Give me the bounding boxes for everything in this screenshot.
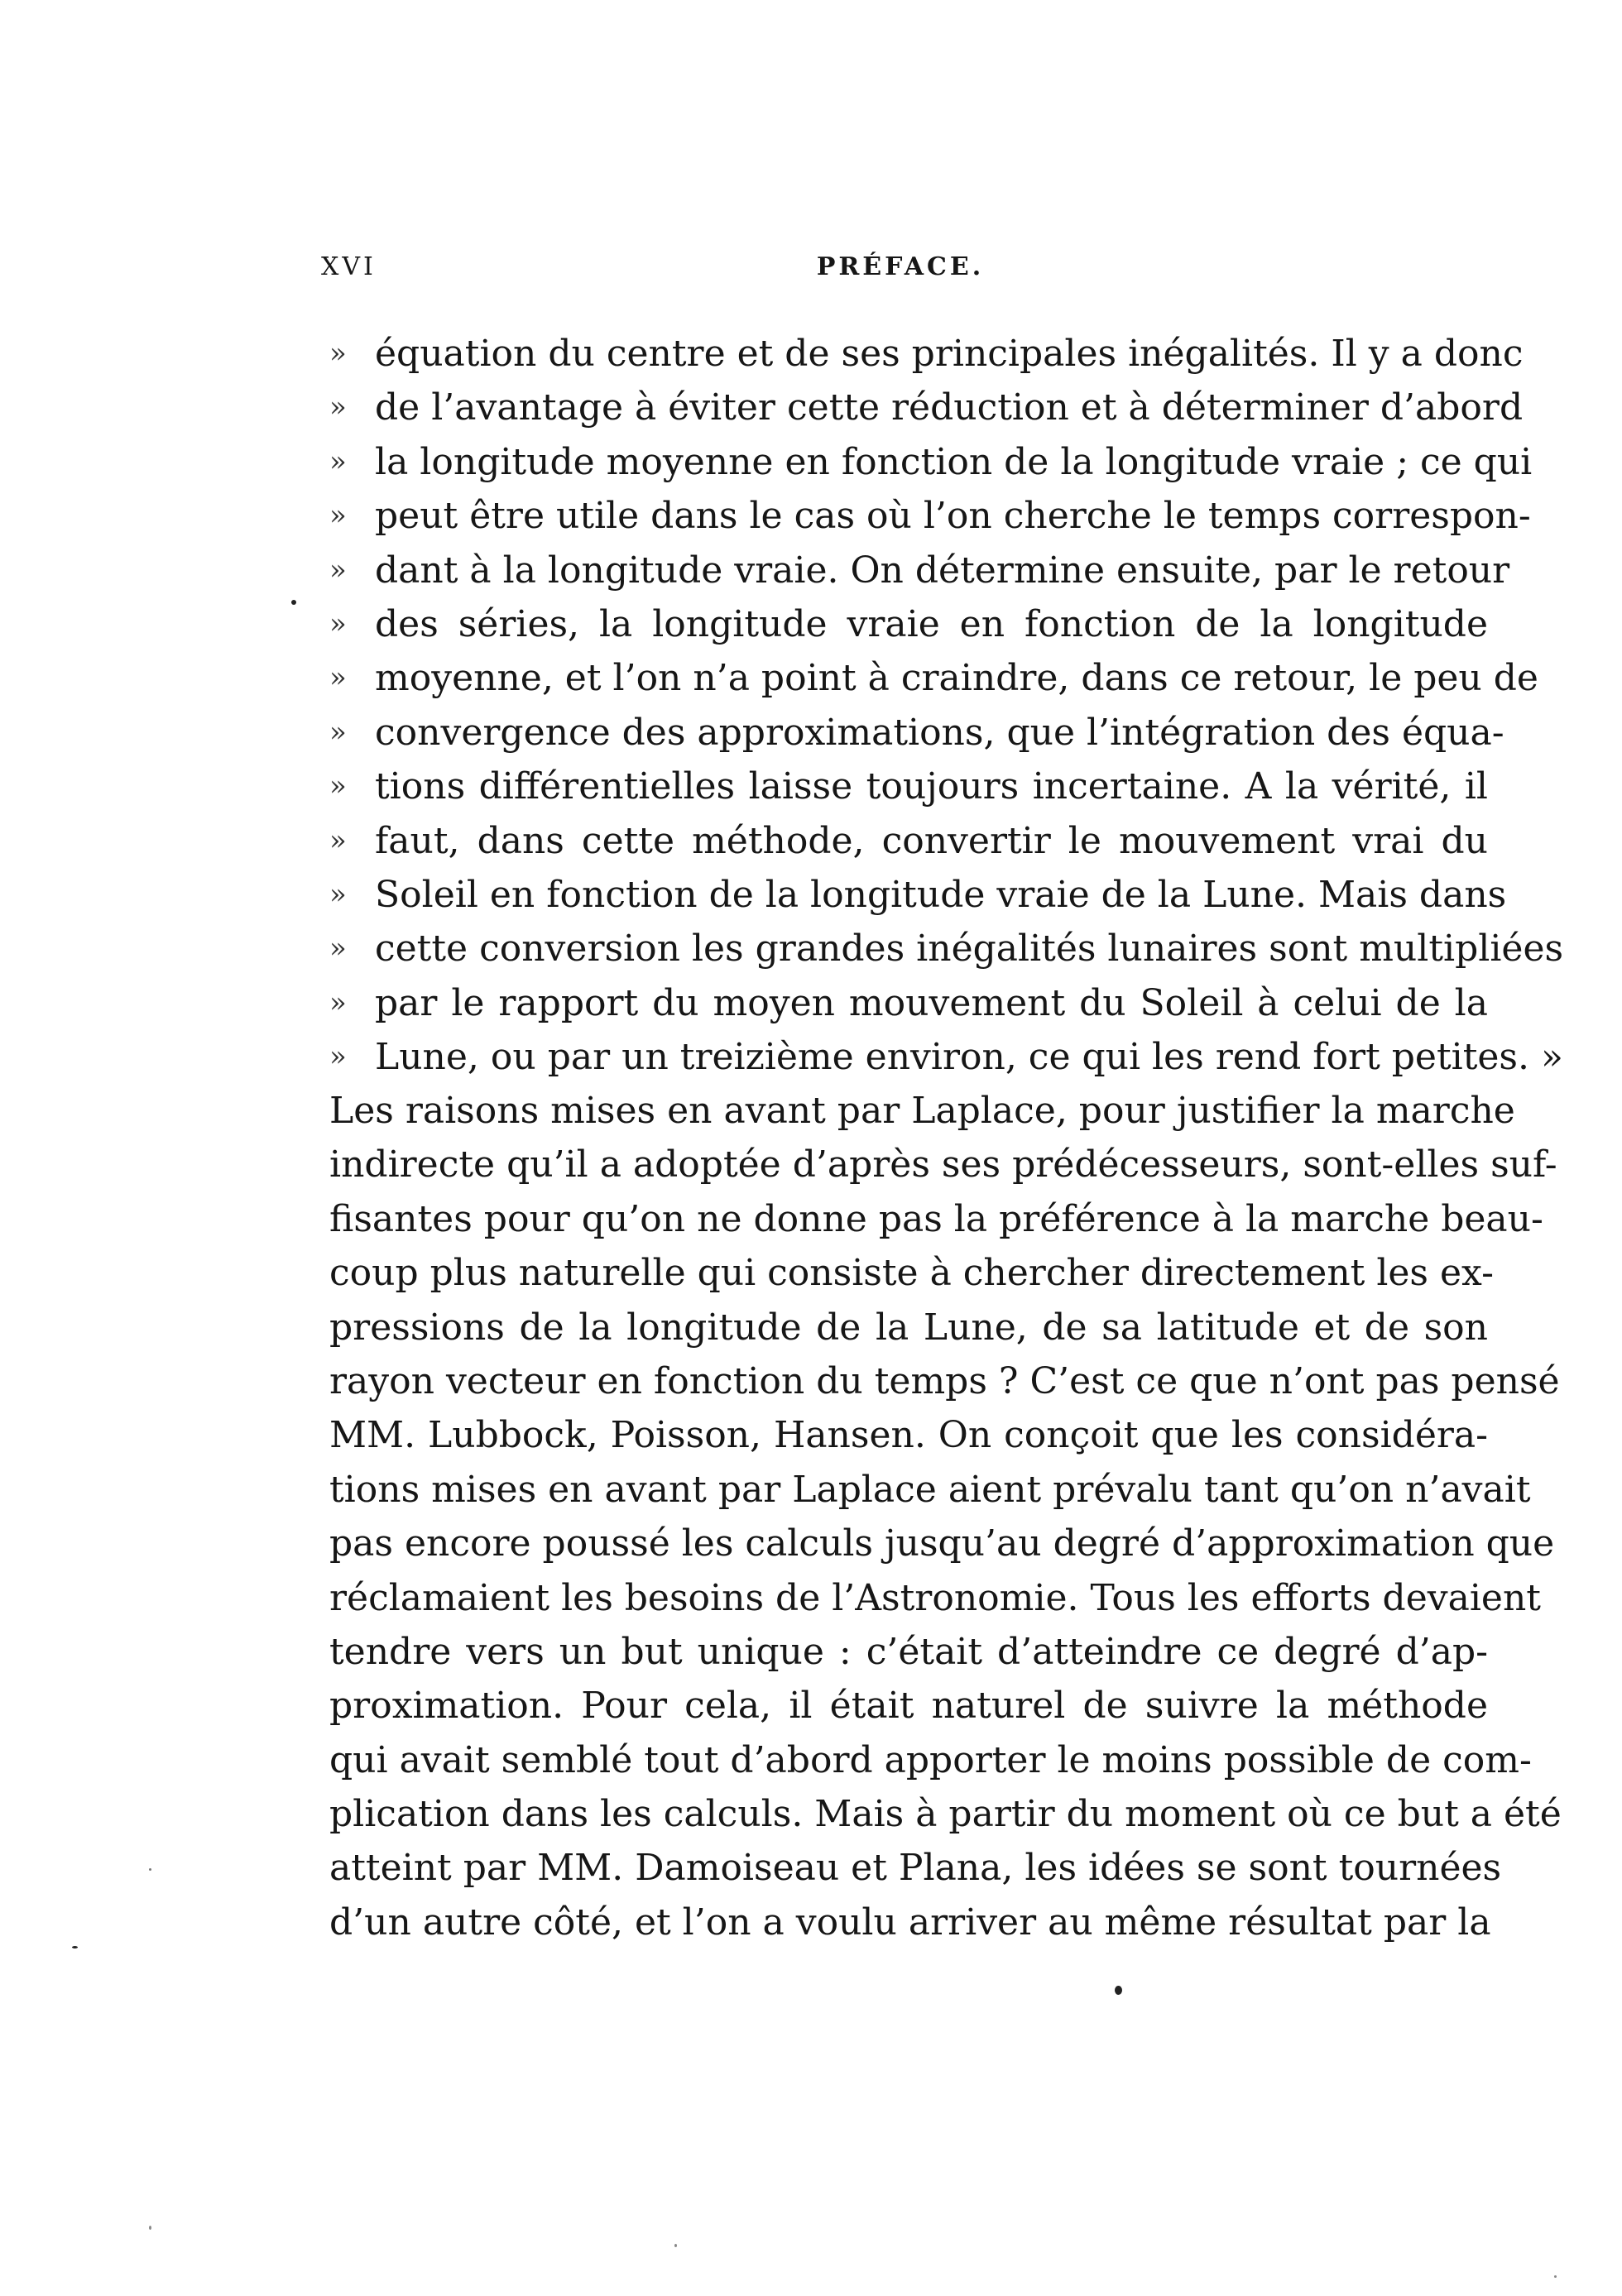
quote-line — [329, 381, 1524, 434]
quote-line — [329, 544, 1510, 597]
quote-mark: » — [329, 499, 347, 533]
paragraph-line: tions mises en avant par Laplace aient prévalu tant qu’on n’avait — [329, 1468, 1531, 1511]
quote-line — [329, 868, 1507, 922]
quote-line — [329, 651, 1538, 705]
scan-speck — [1554, 2275, 1557, 2278]
quote-mark: » — [329, 932, 347, 966]
quote-line — [329, 435, 1533, 489]
quoted-passage — [329, 327, 1564, 1084]
paragraph-line: indirecte qu’il a adoptée d’après ses prédécesseurs, sont-elles suf- — [329, 1143, 1557, 1186]
running-title: PRÉFACE. — [816, 252, 985, 281]
page-header — [321, 252, 1480, 294]
quote-line-text: tions différentielles laisse toujours incertaine. A la vérité, il — [375, 765, 1488, 808]
quote-mark: » — [329, 877, 347, 911]
scan-speck — [291, 600, 296, 605]
quote-line-text: peut être utile dans le cas où l’on cherche le temps correspon- — [375, 495, 1531, 538]
quote-line — [329, 489, 1531, 543]
quote-mark: » — [329, 391, 347, 424]
body-paragraph — [329, 1084, 1562, 1949]
quote-line-text: la longitude moyenne en fonction de la longitude vraie ; ce qui — [375, 440, 1533, 483]
paragraph-line: atteint par MM. Damoiseau et Plana, les idées se sont tournées — [329, 1847, 1502, 1890]
paragraph-line: coup plus naturelle qui consiste à chercher directement les ex- — [329, 1252, 1494, 1295]
paragraph-line: Les raisons mises en avant par Laplace, pour justifier la marche — [329, 1090, 1515, 1132]
quote-mark: » — [329, 337, 347, 370]
scan-speck — [674, 2244, 677, 2247]
quote-line-text: convergence des approximations, que l’intégration des équa- — [375, 711, 1504, 754]
quote-mark: » — [329, 606, 347, 640]
quote-line — [329, 976, 1488, 1030]
scan-speck — [72, 1946, 78, 1948]
quote-line-text: équation du centre et de ses principales inégalités. Il y a donc — [375, 333, 1524, 375]
paragraph-line: tendre vers un but unique : c’était d’atteindre ce degré d’ap- — [329, 1630, 1488, 1673]
quote-line — [329, 327, 1524, 381]
quote-mark: » — [329, 661, 347, 695]
paragraph-line: pressions de la longitude de la Lune, de sa latitude et de son — [329, 1306, 1488, 1349]
quote-line-text: dant à la longitude vraie. On détermine ensuite, par le retour — [375, 549, 1510, 592]
page-number: XVI — [321, 252, 377, 281]
quote-mark: » — [329, 715, 347, 749]
paragraph-line: pas encore poussé les calculs jusqu’au degré d’approximation que — [329, 1522, 1555, 1565]
quote-mark: » — [329, 444, 347, 478]
paragraph-line: réclamaient les besoins de l’Astronomie. Tous les efforts devaient — [329, 1576, 1541, 1619]
quote-line-text: moyenne, et l’on n’a point à craindre, dans ce retour, le peu de — [375, 657, 1538, 700]
quote-line — [329, 597, 1488, 651]
paragraph-line: plication dans les calculs. Mais à partir du moment où ce but a été — [329, 1793, 1562, 1836]
scan-speck — [1115, 1986, 1122, 1995]
paragraph-line: d’un autre côté, et l’on a voulu arriver au même résultat par la — [329, 1901, 1491, 1944]
quote-mark: » — [329, 769, 347, 803]
quote-line-text: des séries, la longitude vraie en fonction de la longitude — [375, 602, 1488, 645]
paragraph-line: qui avait semblé tout d’abord apporter le moins possible de com- — [329, 1738, 1532, 1781]
scan-speck — [149, 1868, 151, 1871]
quote-line-text: cette conversion les grandes inégalités lunaires sont multipliées — [375, 928, 1564, 971]
quote-line-text: Soleil en fonction de la longitude vraie de la Lune. Mais dans — [375, 873, 1507, 916]
quote-mark: » — [329, 1040, 347, 1074]
quote-mark: » — [329, 553, 347, 587]
quote-line — [329, 814, 1488, 868]
quote-line-text: Lune, ou par un treizième environ, ce qui les rend fort petites. » — [375, 1036, 1563, 1079]
quote-line — [329, 922, 1564, 975]
paragraph-line: proximation. Pour cela, il était naturel de suivre la méthode — [329, 1685, 1488, 1728]
quote-line-text: faut, dans cette méthode, convertir le mouvement vrai du — [375, 819, 1488, 862]
quote-line — [329, 1030, 1563, 1084]
quote-line — [329, 760, 1488, 813]
quote-line-text: par le rapport du moyen mouvement du Soleil à celui de la — [375, 981, 1488, 1024]
scan-speck — [149, 2226, 151, 2230]
paragraph-line: MM. Lubbock, Poisson, Hansen. On conçoit que les considéra- — [329, 1414, 1488, 1457]
quote-mark: » — [329, 985, 347, 1019]
paragraph-line: rayon vecteur en fonction du temps ? C’est ce que n’ont pas pensé — [329, 1359, 1560, 1402]
quote-line-text: de l’avantage à éviter cette réduction et à déterminer d’abord — [375, 386, 1524, 429]
paragraph-line: fisantes pour qu’on ne donne pas la préférence à la marche beau- — [329, 1197, 1543, 1240]
quote-mark: » — [329, 823, 347, 857]
quote-line — [329, 706, 1504, 760]
